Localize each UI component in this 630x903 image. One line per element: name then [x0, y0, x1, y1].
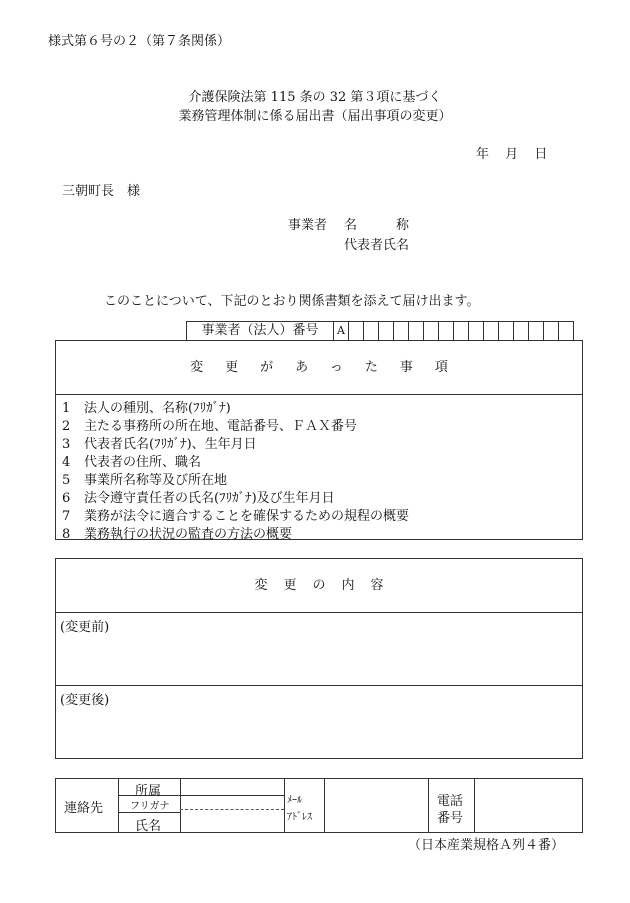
form-title-line1: 介護保険法第 115 条の 32 第３項に基づく — [188, 90, 442, 105]
business-number-digit[interactable] — [544, 322, 559, 340]
furigana-field[interactable] — [181, 796, 283, 808]
changed-item: 5 事業所名称等及び所在地 — [62, 473, 228, 488]
business-number-digit[interactable] — [364, 322, 379, 340]
changed-item: 6 法令遵守責任者の氏名(ﾌﾘｶﾞﾅ)及び生年月日 — [62, 491, 335, 506]
change-after-field[interactable] — [56, 686, 582, 758]
department-field[interactable] — [181, 780, 283, 794]
change-content-box — [55, 558, 583, 759]
phone-number-field[interactable] — [475, 780, 581, 831]
business-number-prefix: A — [334, 322, 349, 340]
business-number-digit[interactable] — [529, 322, 544, 340]
contact-label: 連絡先 — [64, 801, 104, 816]
changed-item: 2 主たる事務所の所在地、電話番号、ＦＡＸ番号 — [62, 419, 358, 434]
form-number: 様式第６号の２（第７条関係） — [48, 34, 231, 49]
mail-label-line1: ﾒｰﾙ — [287, 795, 302, 806]
business-number-digit[interactable] — [484, 322, 499, 340]
business-name-label: 名 称 — [344, 218, 410, 233]
paper-standard-note: （日本産業規格Ａ列４番） — [408, 838, 565, 853]
changed-items-box — [55, 340, 583, 540]
business-number-digit[interactable] — [469, 322, 484, 340]
submission-date — [476, 143, 547, 162]
date-month-label: 月 — [505, 147, 519, 162]
changed-item: 7 業務が法令に適合することを確保するための規程の概要 — [62, 509, 410, 524]
date-year-label: 年 — [476, 147, 490, 162]
mail-address-field[interactable] — [325, 780, 427, 831]
change-after-label: (変更後) — [60, 693, 110, 708]
business-label: 事業者 — [288, 218, 328, 233]
changed-item: 3 代表者氏名(ﾌﾘｶﾞﾅ)、生年月日 — [62, 437, 257, 452]
business-number-digit[interactable] — [559, 322, 573, 340]
changed-item: 4 代表者の住所、職名 — [62, 455, 202, 470]
contact-name-label: 氏名 — [135, 819, 162, 834]
change-before-field[interactable] — [56, 613, 582, 686]
mail-label-line2: ｱﾄﾞﾚｽ — [287, 812, 312, 823]
business-number-digit[interactable] — [424, 322, 439, 340]
business-number-digit[interactable] — [409, 322, 424, 340]
department-label: 所属 — [135, 784, 162, 799]
date-day-label: 日 — [534, 147, 548, 162]
contact-name-field[interactable] — [181, 811, 283, 831]
changed-item: 1 法人の種別、名称(ﾌﾘｶﾞﾅ) — [62, 401, 231, 416]
business-number-digit[interactable] — [514, 322, 529, 340]
change-content-heading: 変更の内容 — [56, 559, 582, 613]
business-number-digit[interactable] — [349, 322, 364, 340]
business-number-digit[interactable] — [454, 322, 469, 340]
changed-item: 8 業務執行の状況の監査の方法の概要 — [62, 527, 293, 542]
phone-label-line2: 番号 — [437, 811, 464, 826]
submission-statement: このことについて、下記のとおり関係書類を添えて届け出ます。 — [104, 294, 480, 309]
furigana-label: フリガナ — [130, 801, 170, 812]
phone-label-line1: 電話 — [437, 794, 464, 809]
contact-table — [55, 778, 583, 833]
business-number-digit[interactable] — [379, 322, 394, 340]
form-title-line2: 業務管理体制に係る届出書（届出事項の変更） — [178, 109, 452, 124]
business-number-digit[interactable] — [394, 322, 409, 340]
changed-items-heading: 変更があった事項 — [56, 341, 582, 395]
addressee: 三朝町長 様 — [62, 184, 141, 199]
change-before-label: (変更前) — [60, 620, 110, 635]
business-number-row — [186, 321, 574, 341]
business-number-digit[interactable] — [499, 322, 514, 340]
representative-name-label: 代表者氏名 — [344, 238, 410, 253]
business-number-label: 事業者（法人）番号 — [187, 322, 334, 340]
business-number-digit[interactable] — [439, 322, 454, 340]
